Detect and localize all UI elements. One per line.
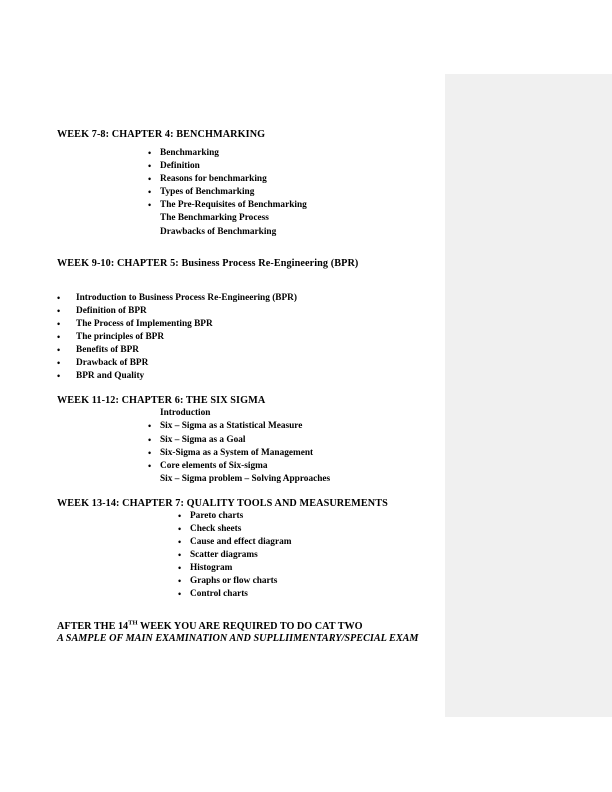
list-item: • Introduction to Business Process Re-Engineering (BPR)	[57, 292, 477, 305]
list-item: • The Pre-Requisites of Benchmarking	[57, 199, 477, 212]
list-item: • Control charts	[57, 588, 477, 601]
list-item: • Histogram	[57, 562, 477, 575]
list-item: • Definition	[57, 160, 477, 173]
section-heading-chapter-6: WEEK 11-12: CHAPTER 6: THE SIX SIGMA	[57, 395, 266, 407]
list-item: • The Process of Implementing BPR	[57, 318, 477, 331]
footer-line1-before: AFTER THE 14	[57, 620, 129, 632]
list-item: • Reasons for benchmarking	[57, 173, 477, 186]
list-item: • The principles of BPR	[57, 331, 477, 344]
spacer	[57, 602, 477, 621]
spacer	[57, 383, 477, 395]
section-heading-chapter-7: WEEK 13-14: CHAPTER 7: QUALITY TOOLS AND MEASUREMENTS	[57, 497, 388, 509]
list-item: Drawbacks of Benchmarking	[160, 226, 277, 237]
list-item: • Drawback of BPR	[57, 357, 477, 370]
footer-cat-two-note	[57, 621, 477, 634]
list-item: Six – Sigma problem – Solving Approaches	[160, 473, 331, 484]
section-list-chapter-6	[57, 407, 477, 486]
spacer	[57, 486, 477, 498]
document-body	[57, 129, 477, 646]
spacer	[57, 239, 477, 258]
section-list-chapter-4	[57, 147, 477, 239]
list-item: • Six-Sigma as a System of Management	[57, 447, 477, 460]
list-item: • Pareto charts	[57, 510, 477, 523]
list-item: • Six – Sigma as a Goal	[57, 434, 477, 447]
list-item: • BPR and Quality	[57, 370, 477, 383]
section-heading-chapter-4: WEEK 7-8: CHAPTER 4: BENCHMARKING	[57, 129, 266, 140]
footer-ordinal-suffix: TH	[128, 619, 138, 627]
list-item: Introduction	[160, 408, 211, 419]
list-item: • Six – Sigma as a Statistical Measure	[57, 420, 477, 433]
section-heading-chapter-5: WEEK 9-10: CHAPTER 5: Business Process Re-Engineering (BPR)	[57, 257, 359, 269]
list-item: • Graphs or flow charts	[57, 575, 477, 588]
section-list-chapter-7	[57, 510, 477, 602]
list-item: • Definition of BPR	[57, 305, 477, 318]
footer-sample-exam-note: A SAMPLE OF MAIN EXAMINATION AND SUPLLIIMENTARY/SPECIAL EXAM	[57, 633, 419, 645]
list-item: • Benefits of BPR	[57, 344, 477, 357]
list-item: • Cause and effect diagram	[57, 536, 477, 549]
list-item: • Types of Benchmarking	[57, 186, 477, 199]
spacer	[57, 270, 477, 292]
section-list-chapter-5	[57, 292, 477, 384]
list-item: The Benchmarking Process	[160, 213, 269, 224]
list-item: • Core elements of Six-sigma	[57, 460, 477, 473]
list-item: • Benchmarking	[57, 147, 477, 160]
footer-line1-after: WEEK YOU ARE REQUIRED TO DO CAT TWO	[137, 620, 363, 632]
list-item: • Check sheets	[57, 523, 477, 536]
list-item: • Scatter diagrams	[57, 549, 477, 562]
